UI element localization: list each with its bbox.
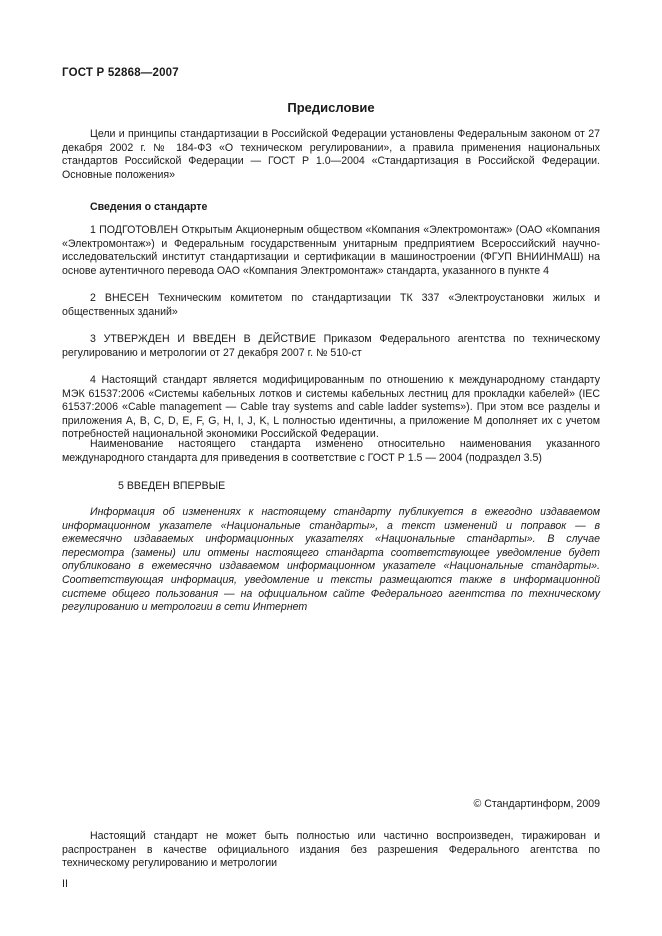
page-title: Предисловие <box>287 100 375 115</box>
item-4-naming-paragraph: Наименование настоящего стандарта изменено относительно наименования указанного международного стандарта для приведения в соответствие с ГОСТ Р 1.5 — 2004 (подраздел 3.5) <box>62 438 600 464</box>
reproduction-notice: Настоящий стандарт не может быть полностью или частично воспроизведен, тиражирован и распространен в качестве официального издания без разрешения Федерального агентства по техническому регулированию и метрологии <box>62 830 600 870</box>
item-2-paragraph: 2 ВНЕСЕН Техническим комитетом по стандартизации ТК 337 «Электроустановки жилых и общественных зданий» <box>62 292 600 318</box>
item-3-paragraph: 3 УТВЕРЖДЕН И ВВЕДЕН В ДЕЙСТВИЕ Приказом Федерального агентства по техническому регулированию и метрологии от 27 декабря 2007 г. № 510-ст <box>62 333 600 359</box>
intro-paragraph: Цели и принципы стандартизации в Российской Федерации установлены Федеральным законом от 27 декабря 2002 г. № 184-ФЗ «О техническом регулировании», а правила применения национальных стандартов Российской Федерации — ГОСТ Р 1.0—2004 «Стандартизация в Российской Федерации. Основные положения» <box>62 128 600 181</box>
change-notice: Информация об изменениях к настоящему стандарту публикуется в ежегодно издаваемом информационном указателе «Национальные стандарты», а текст изменений и поправок — в ежемесячно издаваемых информационных указателях «Национальные стандарты». В случае пересмотра (замены) или отмены настоящего стандарта соответствующее уведомление будет опубликовано в ежемесячно издаваемом информационном указателе «Национальные стандарты». Соответствующая информация, уведомление и тексты размещаются также в информационной системе общего пользования — на официальном сайте Федерального агентства по техническому регулированию и метрологии в сети Интернет <box>62 506 600 614</box>
item-4-paragraph: 4 Настоящий стандарт является модифицированным по отношению к международному стандарту МЭК 61537:2006 «Системы кабельных лотков и системы кабельных лестниц для прокладки кабелей» (IEC 61537:2006 «Cable management — Cable tray systems and cable ladder systems»). При этом все разделы и приложения A, B, C, D, E, F, G, H, I, J, K, L полностью идентичны, а приложение M дополняет их с учетом потребностей национальной экономики Российской Федерации. <box>62 374 600 441</box>
section-heading: Сведения о стандарте <box>90 201 208 213</box>
page-number: II <box>62 878 68 890</box>
item-1-paragraph: 1 ПОДГОТОВЛЕН Открытым Акционерным обществом «Компания «Электромонтаж» (ОАО «Компания «Электромонтаж») и Федеральным государственным унитарным предприятием Всероссийский научно-исследовательский институт стандартизации и сертификации в машиностроении (ФГУП ВНИИНМАШ) на основе аутентичного перевода ОАО «Компания Электромонтаж» стандарта, указанного в пункте 4 <box>62 224 600 277</box>
document-code: ГОСТ Р 52868—2007 <box>62 67 179 79</box>
item-5-paragraph: 5 ВВЕДЕН ВПЕРВЫЕ <box>118 480 226 492</box>
copyright: © Стандартинформ, 2009 <box>473 798 600 810</box>
